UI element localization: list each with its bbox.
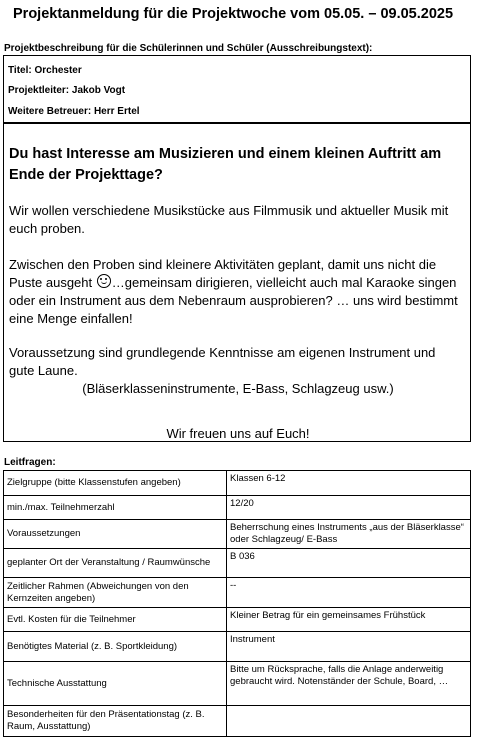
leitfragen-table [3, 470, 471, 737]
table-row [4, 608, 471, 632]
answer-cell: Kleiner Betrag für ein gemeinsames Frühstück [227, 608, 471, 632]
description-paragraph-3: Voraussetzung sind grundlegende Kenntnisse am eigenen Instrument und gute Laune. [9, 345, 436, 378]
table-row [4, 471, 471, 496]
project-info-box [3, 55, 471, 123]
description-paragraph-2 [9, 256, 464, 328]
question-cell: Voraussetzungen [4, 520, 227, 549]
answer-cell: Bitte um Rücksprache, falls die Anlage anderweitig gebraucht wird. Notenständer der Schule, Board, … [227, 662, 471, 706]
answer-cell: Klassen 6-12 [227, 471, 471, 496]
table-row [4, 549, 471, 578]
project-supervisor: Weitere Betreuer: Herr Ertel [8, 106, 140, 117]
table-row [4, 578, 471, 608]
question-cell: geplanter Ort der Veranstaltung / Raumwünsche [4, 549, 227, 578]
description-closing: Wir freuen uns auf Euch! [166, 426, 310, 441]
answer-cell [227, 706, 471, 737]
description-section-label: Projektbeschreibung für die Schülerinnen und Schüler (Ausschreibungstext): [4, 43, 373, 54]
question-cell: Technische Ausstattung [4, 662, 227, 706]
table-row [4, 706, 471, 737]
smiley-icon [97, 274, 111, 288]
answer-cell: 12/20 [227, 496, 471, 520]
page-title: Projektanmeldung für die Projektwoche vom 05.05. – 09.05.2025 [13, 6, 454, 22]
question-cell: Zeitlicher Rahmen (Abweichungen von den Kernzeiten angeben) [4, 578, 227, 608]
question-cell: Zielgruppe (bitte Klassenstufen angeben) [4, 471, 227, 496]
paragraph-2-text-end: …gemeinsam dirigieren, vielleicht auch mal Karaoke singen oder ein Instrument aus dem Nebenraum ausprobieren? … uns wird bestimmt eine Menge einfallen! [9, 275, 458, 326]
answer-cell: Instrument [227, 632, 471, 662]
answer-cell: Beherrschung eines Instruments „aus der Bläserklasse“ oder Schlagzeug/ E-Bass [227, 520, 471, 549]
table-row [4, 662, 471, 706]
project-title: Titel: Orchester [8, 65, 82, 76]
leitfragen-label: Leitfragen: [4, 457, 56, 468]
question-cell: Besonderheiten für den Präsentationstag (z. B. Raum, Ausstattung) [4, 706, 227, 737]
question-cell: Benötigtes Material (z. B. Sportkleidung) [4, 632, 227, 662]
question-cell: min./max. Teilnehmerzahl [4, 496, 227, 520]
answer-cell: B 036 [227, 549, 471, 578]
table-row [4, 520, 471, 549]
paragraph-2-text-start: Zwischen den Proben sind kleinere Aktivitäten geplant, damit uns nicht die Puste ausgeht [9, 257, 437, 290]
description-box [3, 123, 471, 442]
table-row [4, 496, 471, 520]
description-instruments-note: (Bläserklasseninstrumente, E-Bass, Schlagzeug usw.) [82, 381, 394, 396]
description-paragraph-1: Wir wollen verschiedene Musikstücke aus Filmmusik und aktueller Musik mit euch proben. [9, 203, 449, 236]
project-leader: Projektleiter: Jakob Vogt [8, 85, 126, 96]
description-heading: Du hast Interesse am Musizieren und einem kleinen Auftritt am Ende der Projekttage? [9, 146, 442, 183]
table-row [4, 632, 471, 662]
answer-cell: -- [227, 578, 471, 608]
question-cell: Evtl. Kosten für die Teilnehmer [4, 608, 227, 632]
